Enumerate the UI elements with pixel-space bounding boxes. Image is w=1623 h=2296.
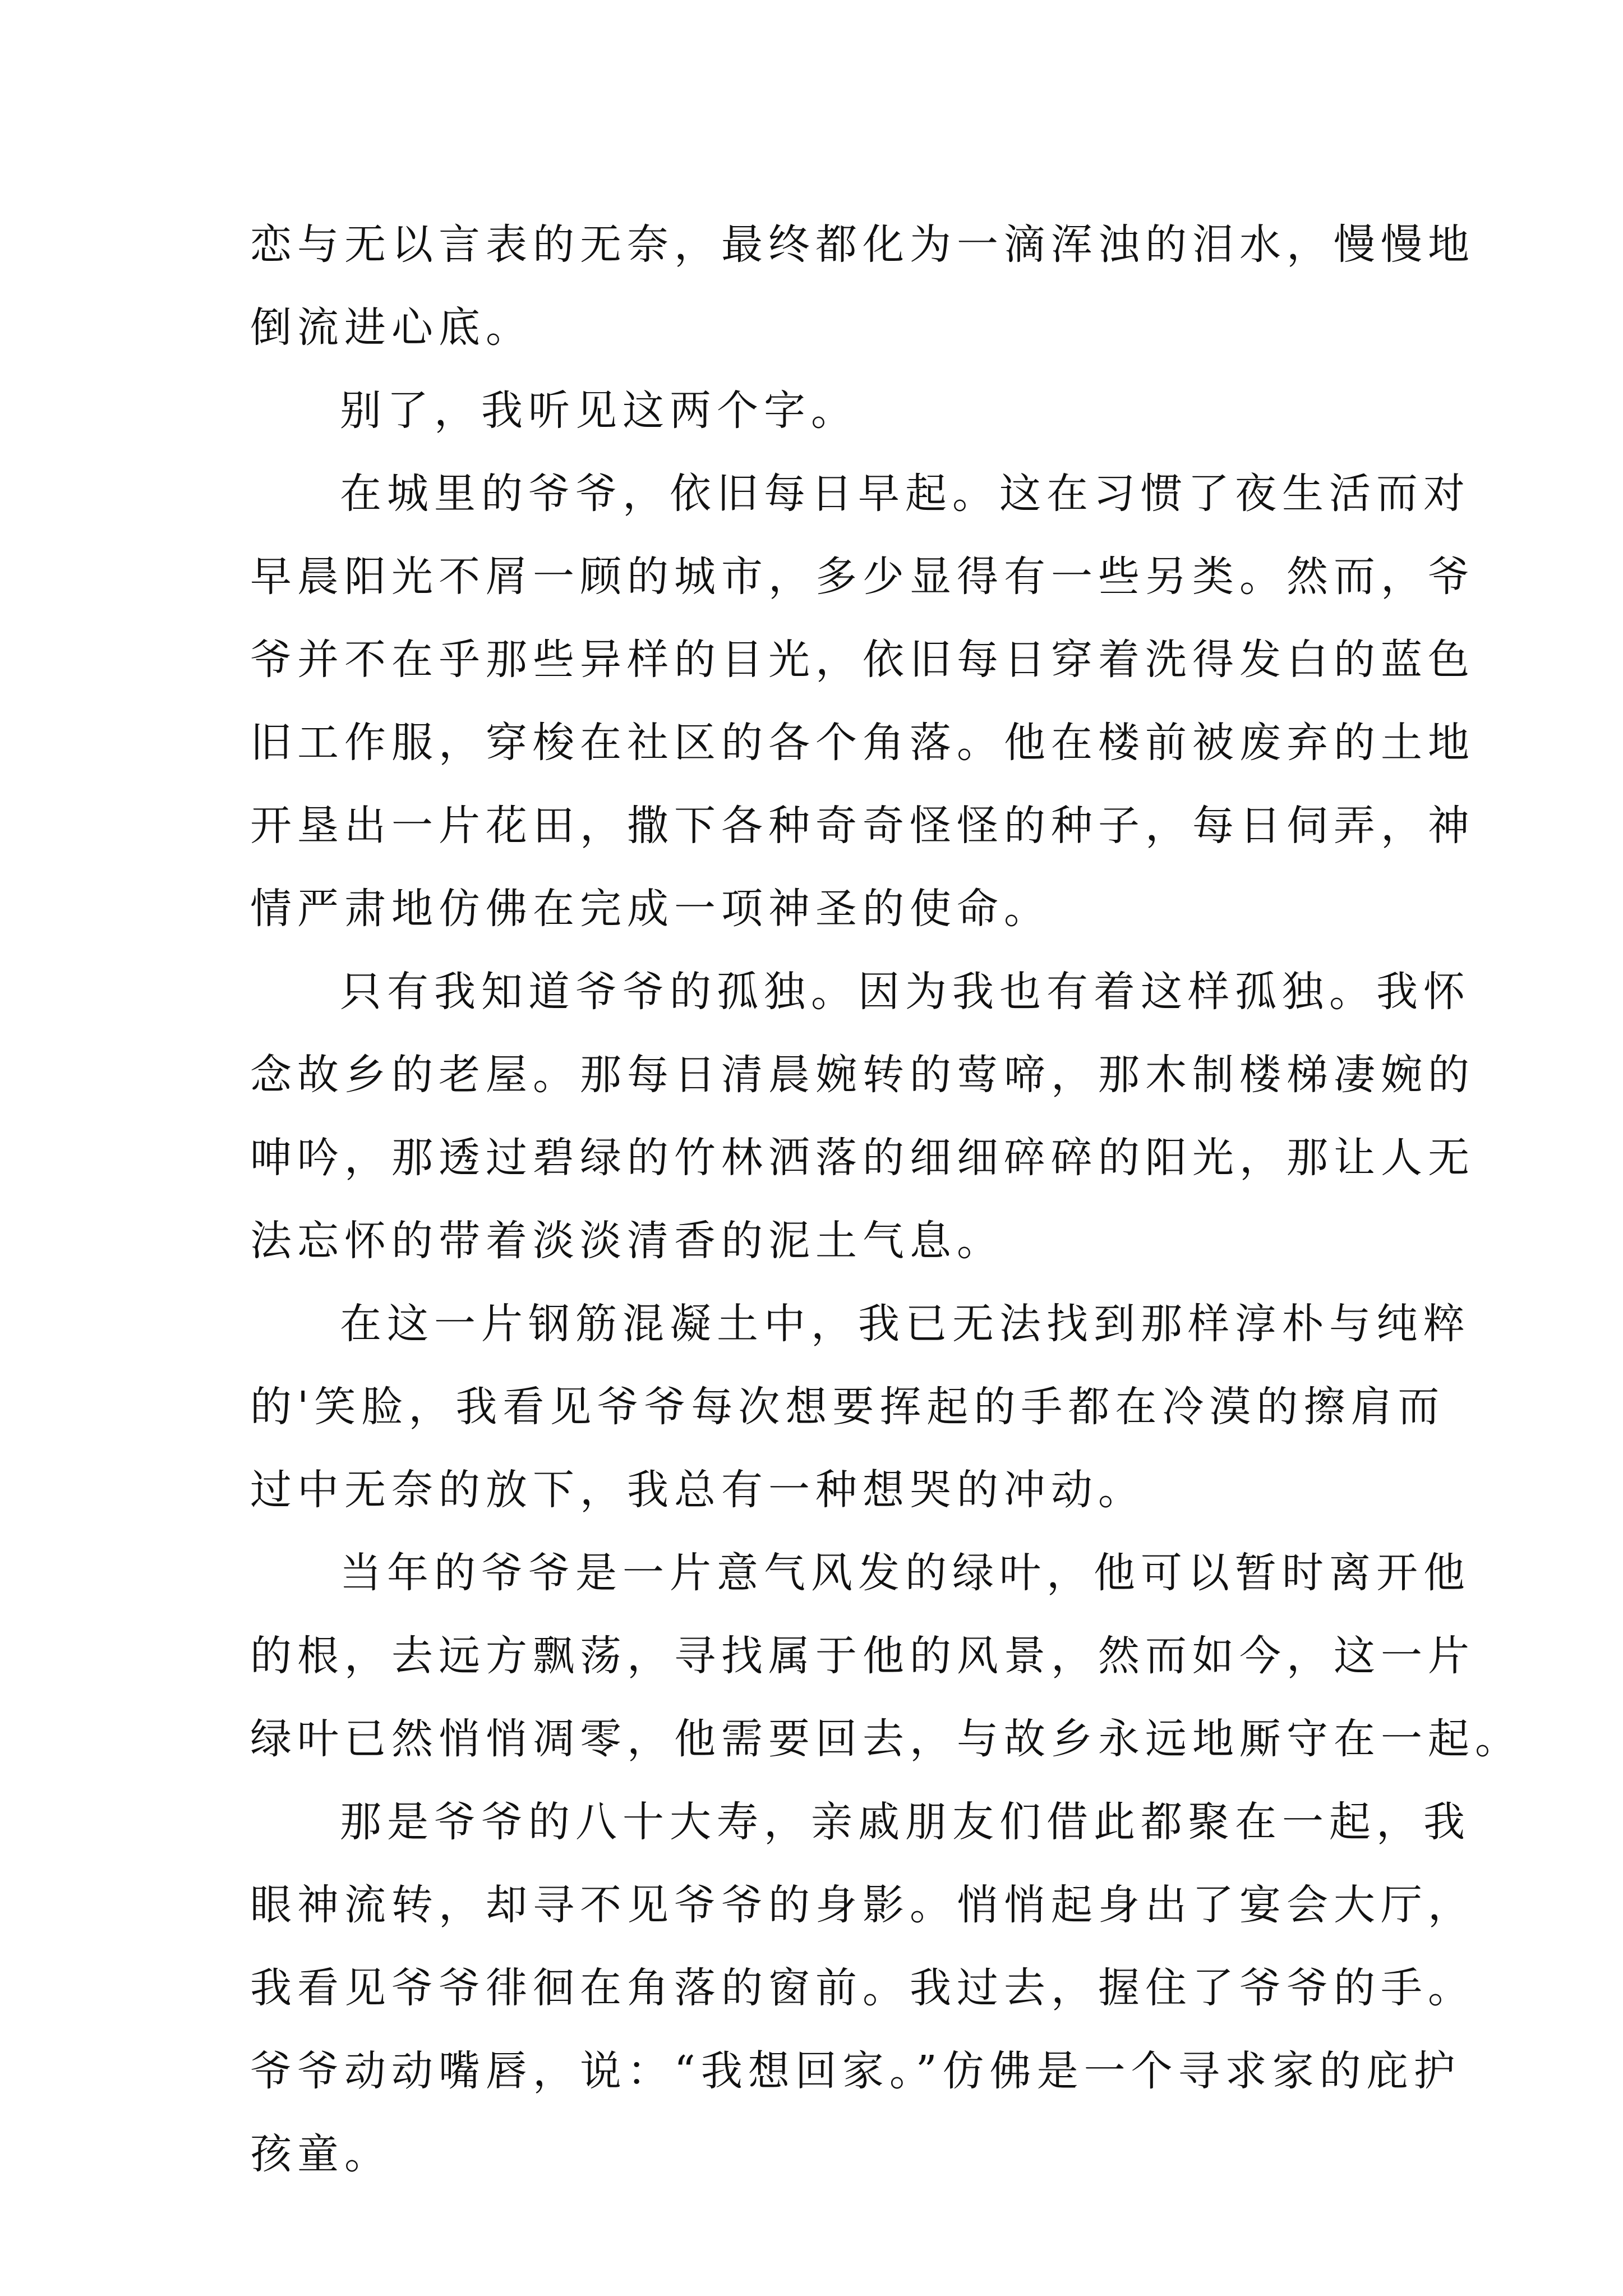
text-line: 开垦出一片花田，撒下各种奇奇怪怪的种子，每日伺弄，神 xyxy=(250,802,1475,850)
body-text xyxy=(250,203,1522,2196)
text-line: 在城里的爷爷，依旧每日早起。这在习惯了夜生活而对 xyxy=(340,470,1470,518)
paragraph-1 xyxy=(250,203,1475,369)
text-line: 当年的爷爷是一片意气风发的绿叶，他可以暂时离开他 xyxy=(340,1549,1470,1597)
text-line: 的'笑脸，我看见爷爷每次想要挥起的手都在冷漠的擦肩而 xyxy=(250,1383,1445,1431)
text-line: 别了，我听见这两个字。 xyxy=(340,386,858,435)
paragraph-7 xyxy=(250,1780,1475,2196)
paragraph-3 xyxy=(250,452,1475,950)
text-line: 过中无奈的放下，我总有一种想哭的冲动。 xyxy=(250,1466,1145,1514)
paragraph-2 xyxy=(250,369,1377,452)
text-line: 呻吟，那透过碧绿的竹林洒落的细细碎碎的阳光，那让人无 xyxy=(250,1134,1475,1182)
text-line: 只有我知道爷爷的孤独。因为我也有着这样孤独。我怀 xyxy=(340,968,1470,1016)
text-line: 绿叶已然悄悄凋零，他需要回去，与故乡永远地厮守在一起。 xyxy=(250,1715,1522,1763)
text-line: 倒流进心底。 xyxy=(250,303,533,352)
text-line: 的根，去远方飘荡，寻找属于他的风景，然而如今，这一片 xyxy=(250,1632,1475,1680)
paragraph-6 xyxy=(250,1531,1522,1780)
text-line: 在这一片钢筋混凝土中，我已无法找到那样淳朴与纯粹 xyxy=(340,1300,1470,1348)
text-line: 眼神流转，却寻不见爷爷的身影。悄悄起身出了宴会大厅， xyxy=(250,1881,1475,1929)
text-line: 爷并不在乎那些异样的目光，依旧每日穿着洗得发白的蓝色 xyxy=(250,636,1475,684)
text-line: 情严肃地仿佛在完成一项神圣的使命。 xyxy=(250,885,1051,933)
paragraph-5 xyxy=(250,1282,1470,1531)
text-line: 恋与无以言表的无奈，最终都化为一滴浑浊的泪水，慢慢地 xyxy=(250,220,1475,269)
text-line: 那是爷爷的八十大寿，亲戚朋友们借此都聚在一起，我 xyxy=(340,1798,1470,1846)
text-line: 爷爷动动嘴唇，说：“我想回家。”仿佛是一个寻求家的庇护 xyxy=(250,2047,1461,2095)
text-line: 念故乡的老屋。那每日清晨婉转的莺啼，那木制楼梯凄婉的 xyxy=(250,1051,1475,1099)
text-line: 旧工作服，穿梭在社区的各个角落。他在楼前被废弃的土地 xyxy=(250,719,1475,767)
text-line: 我看见爷爷徘徊在角落的窗前。我过去，握住了爷爷的手。 xyxy=(250,1964,1475,2012)
paragraph-4 xyxy=(250,950,1475,1282)
text-line: 法忘怀的带着淡淡清香的泥土气息。 xyxy=(250,1217,1004,1265)
text-line: 孩童。 xyxy=(250,2130,391,2178)
text-line: 早晨阳光不屑一顾的城市，多少显得有一些另类。然而，爷 xyxy=(250,553,1475,601)
